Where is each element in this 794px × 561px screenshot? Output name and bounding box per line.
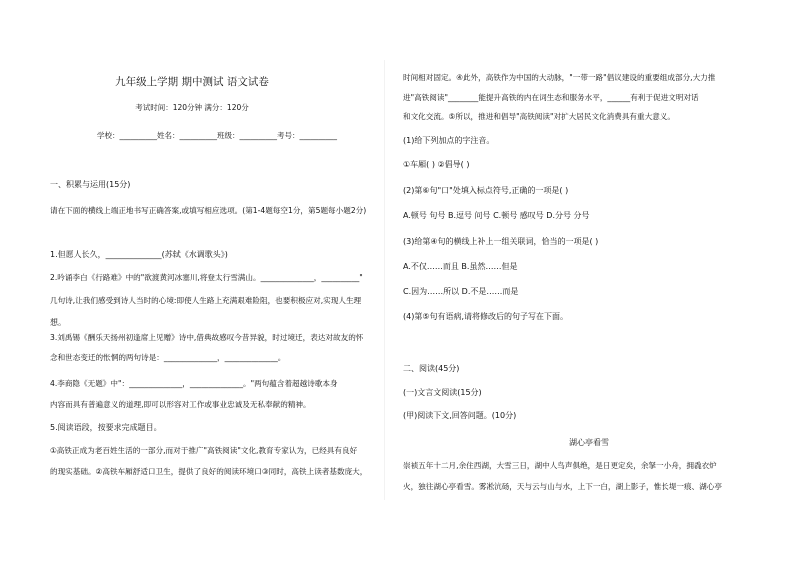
essay-title: 湖心亭看雪 (569, 438, 609, 447)
question-3-line2: 念和世态变迁的怅惘的两句诗是：______________，______________。 (50, 353, 286, 362)
subquestion-4: (4)第⑤句有语病,请将修改后的句子写在下面。 (403, 312, 569, 321)
part1-subheading: (甲)阅读下文,回答问题。(10分) (403, 411, 517, 420)
passage-cont-line3: 和文化交流。⑤所以，推进和倡导"高铁阅读"对扩大居民文化消费具有重大意义。 (403, 112, 675, 121)
subquestion-1: (1)给下列加点的字注音。 (403, 136, 495, 145)
subquestion-3-options-cd: C.因为……所以 D.不是……而是 (403, 287, 519, 296)
passage-line1: ①高铁正成为老百姓生活的一部分,而对于推广"高铁阅读"文化,教育专家认为，已经具有良好 (50, 446, 358, 455)
section2-heading: 二、阅读(45分) (403, 364, 460, 373)
subquestion-2: (2)第⑥句"口"处填入标点符号,正确的一项是( ) (403, 186, 569, 195)
subquestion-3-options-ab: A.不仅……而且 B.虽然……但是 (403, 262, 518, 271)
exam-info: 考试时间：120分钟 满分：120分 (135, 103, 249, 112)
question-4-line1: 4.李商隐《无题》中"：______________，______________。"两句蕴含着超越诗歌本身 (50, 379, 338, 388)
passage-line2: 的现实基础。②高铁车厢舒适口卫生，提供了良好的阅读环境口③同时，高铁上读者基数庞大， (50, 467, 368, 476)
question-1: 1.但愿人长久，______________(苏轼《水调歌头》) (50, 250, 228, 259)
page-divider (384, 60, 385, 500)
essay-line2: 火，独往湖心亭看雪。雾凇沆砀，天与云与山与水，上下一白，湖上影子，惟长堤一痕、湖心亭 (403, 482, 722, 491)
question-3-line1: 3.刘禹锡《酬乐天扬州初逢席上见赠》诗中,借典故感叹今昔异貌，时过境迁，表达对故友的怀 (50, 333, 364, 342)
question-2-line1: 2.吟诵李白《行路难》中的"欲渡黄河冰塞川,将登太行雪满山。______________，__________" (50, 273, 363, 282)
section1-heading: 一、积累与运用(15分) (50, 180, 131, 189)
instructions: 请在下面的横线上端正地书写正确答案,或填写相应选项。(第1-4题每空1分，第5题每小题2分) (50, 206, 367, 215)
question-5: 5.阅读语段，按要求完成题目。 (50, 423, 162, 432)
student-info: 学校：__________姓名：__________班级：__________考号：__________ (97, 131, 337, 140)
subquestion-1-items: ①车厢( ) ②倡导( ) (403, 160, 470, 169)
essay-line1: 崇祯五年十二月,余住西湖，大雪三日，湖中人鸟声俱绝，是日更定矣，余拏一小舟，拥毳衣炉 (403, 461, 717, 470)
subquestion-3: (3)给第④句的横线上补上一组关联词，恰当的一项是( ) (403, 237, 599, 246)
question-2-line2: 几句诗,让我们感受到诗人当时的心境:即使人生路上充满艰难险阻，也要积极应对,实现人生理 (50, 296, 362, 305)
question-2-line3: 想。 (50, 318, 66, 327)
passage-cont-line1: 时间相对固定。④此外，高铁作为中国的大动脉，"一带一路"倡议建设的重要组成部分,大力推 (403, 73, 716, 82)
passage-cont-line2: 进"高铁阅读"________能提升高铁的内在词生态和服务水平，______有利于促进文明对话 (403, 93, 699, 102)
exam-title: 九年级上学期 期中测试 语文试卷 (115, 76, 269, 88)
part1-heading: (一)文言文阅读(15分) (403, 388, 482, 397)
subquestion-2-options: A.顿号 句号 B.逗号 问号 C.顿号 感叹号 D.分号 分号 (403, 211, 590, 220)
question-4-line2: 内容而具有普遍意义的道理,即可以形容对工作或事业忠诚及无私奉献的精神。 (50, 400, 311, 409)
